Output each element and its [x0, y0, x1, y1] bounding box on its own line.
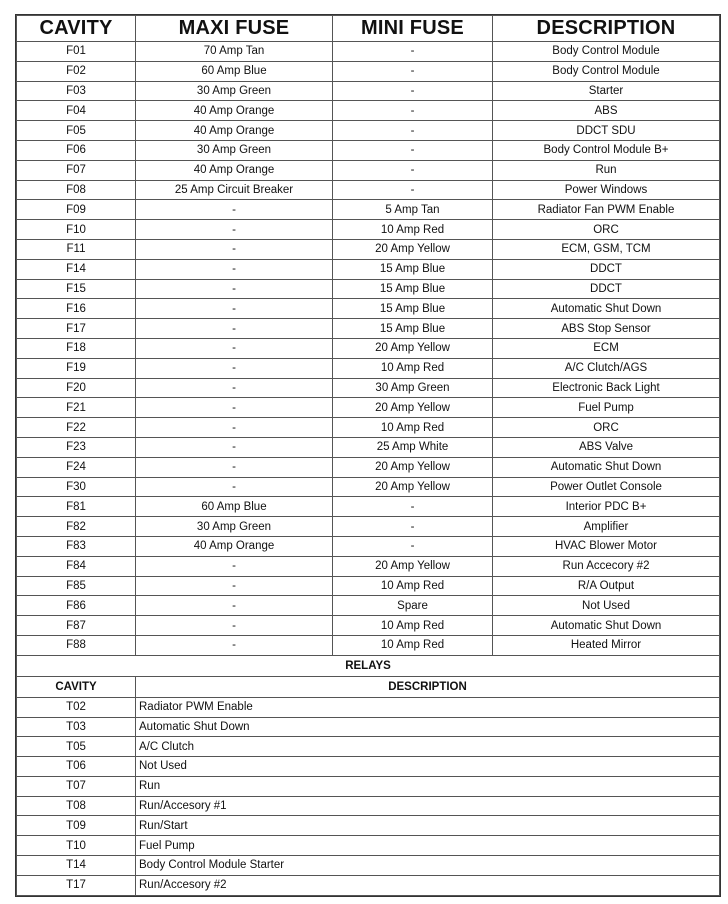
fuse-maxi-cell: -: [136, 418, 333, 438]
fuse-row: [17, 160, 720, 180]
relay-header-cavity: CAVITY: [17, 676, 136, 697]
fuse-cavity-cell: F04: [17, 101, 136, 121]
fuse-cavity-cell: F22: [17, 418, 136, 438]
fuse-mini-cell: -: [333, 517, 493, 537]
fuse-row: [17, 437, 720, 457]
fuse-mini-cell: 20 Amp Yellow: [333, 398, 493, 418]
header-cavity: CAVITY: [17, 16, 136, 42]
fuse-mini-cell: 15 Amp Blue: [333, 299, 493, 319]
fuse-description-cell: Starter: [493, 81, 720, 101]
fuse-row: [17, 121, 720, 141]
fuse-maxi-cell: 30 Amp Green: [136, 517, 333, 537]
fuse-mini-cell: 20 Amp Yellow: [333, 338, 493, 358]
relay-description-cell: A/C Clutch: [136, 737, 720, 757]
relay-cavity-cell: T08: [17, 796, 136, 816]
relay-description-cell: Run: [136, 776, 720, 796]
relay-cavity-cell: T14: [17, 856, 136, 876]
fuse-cavity-cell: F10: [17, 220, 136, 240]
fuse-cavity-cell: F81: [17, 497, 136, 517]
relay-description-cell: Run/Accesory #2: [136, 875, 720, 895]
fuse-maxi-cell: 40 Amp Orange: [136, 121, 333, 141]
relay-description-cell: Automatic Shut Down: [136, 717, 720, 737]
relays-title-row: [17, 655, 720, 676]
fuse-mini-cell: 20 Amp Yellow: [333, 457, 493, 477]
fuse-mini-cell: 10 Amp Red: [333, 576, 493, 596]
fuse-cavity-cell: F06: [17, 140, 136, 160]
fuse-row: [17, 101, 720, 121]
fuse-cavity-cell: F19: [17, 358, 136, 378]
fuse-maxi-cell: 60 Amp Blue: [136, 61, 333, 81]
fuse-mini-cell: 10 Amp Red: [333, 418, 493, 438]
fuse-mini-cell: 15 Amp Blue: [333, 259, 493, 279]
fuse-maxi-cell: -: [136, 398, 333, 418]
fuse-maxi-cell: 60 Amp Blue: [136, 497, 333, 517]
fuse-maxi-cell: 70 Amp Tan: [136, 42, 333, 62]
fuse-mini-cell: 10 Amp Red: [333, 358, 493, 378]
fuse-maxi-cell: -: [136, 576, 333, 596]
relay-cavity-cell: T07: [17, 776, 136, 796]
relay-row: [17, 796, 720, 816]
fuse-row: [17, 536, 720, 556]
fuse-mini-cell: -: [333, 536, 493, 556]
fuse-description-cell: Automatic Shut Down: [493, 616, 720, 636]
fuse-mini-cell: -: [333, 42, 493, 62]
fuse-cavity-cell: F21: [17, 398, 136, 418]
fuse-row: [17, 378, 720, 398]
fuse-cavity-cell: F16: [17, 299, 136, 319]
fuse-description-cell: DDCT: [493, 259, 720, 279]
fuse-mini-cell: -: [333, 160, 493, 180]
fuse-maxi-cell: -: [136, 319, 333, 339]
fuse-mini-cell: -: [333, 140, 493, 160]
fuse-maxi-cell: -: [136, 338, 333, 358]
fuse-row: [17, 220, 720, 240]
fuse-maxi-cell: -: [136, 220, 333, 240]
fuse-mini-cell: 20 Amp Yellow: [333, 477, 493, 497]
fuse-cavity-cell: F84: [17, 556, 136, 576]
fuse-description-cell: Fuel Pump: [493, 398, 720, 418]
fuse-description-cell: Body Control Module: [493, 61, 720, 81]
fuse-maxi-cell: -: [136, 279, 333, 299]
fuse-cavity-cell: F85: [17, 576, 136, 596]
fuse-description-cell: Power Outlet Console: [493, 477, 720, 497]
fuse-cavity-cell: F17: [17, 319, 136, 339]
fuse-row: [17, 477, 720, 497]
relay-cavity-cell: T17: [17, 875, 136, 895]
fuse-row: [17, 338, 720, 358]
fuse-description-cell: Run: [493, 160, 720, 180]
fuse-rows: [17, 42, 720, 656]
fuse-description-cell: Power Windows: [493, 180, 720, 200]
fuse-description-cell: Automatic Shut Down: [493, 457, 720, 477]
fuse-description-cell: Automatic Shut Down: [493, 299, 720, 319]
fuse-maxi-cell: 30 Amp Green: [136, 140, 333, 160]
relays-title: RELAYS: [17, 655, 720, 676]
fuse-mini-cell: -: [333, 497, 493, 517]
fuse-cavity-cell: F01: [17, 42, 136, 62]
fuse-description-cell: ABS: [493, 101, 720, 121]
fuse-maxi-cell: -: [136, 239, 333, 259]
relay-description-cell: Radiator PWM Enable: [136, 697, 720, 717]
relay-cavity-cell: T05: [17, 737, 136, 757]
fuse-cavity-cell: F20: [17, 378, 136, 398]
fuse-description-cell: ECM: [493, 338, 720, 358]
fuse-row: [17, 457, 720, 477]
fuse-row: [17, 299, 720, 319]
fuse-mini-cell: 20 Amp Yellow: [333, 239, 493, 259]
fuse-maxi-cell: -: [136, 358, 333, 378]
relay-row: [17, 856, 720, 876]
header-description: DESCRIPTION: [493, 16, 720, 42]
fuse-cavity-cell: F30: [17, 477, 136, 497]
fuse-row: [17, 576, 720, 596]
fuse-row: [17, 319, 720, 339]
header-mini-fuse: MINI FUSE: [333, 16, 493, 42]
fuse-header-row: [17, 16, 720, 42]
fuse-row: [17, 239, 720, 259]
fuse-description-cell: ECM, GSM, TCM: [493, 239, 720, 259]
fuse-row: [17, 140, 720, 160]
fuse-row: [17, 398, 720, 418]
fuse-cavity-cell: F24: [17, 457, 136, 477]
fuse-mini-cell: 10 Amp Red: [333, 220, 493, 240]
fuse-row: [17, 81, 720, 101]
fuse-mini-cell: 25 Amp White: [333, 437, 493, 457]
fuse-mini-cell: 30 Amp Green: [333, 378, 493, 398]
relay-cavity-cell: T06: [17, 757, 136, 777]
relay-description-cell: Run/Start: [136, 816, 720, 836]
fuse-maxi-cell: -: [136, 596, 333, 616]
fuse-row: [17, 61, 720, 81]
fuse-mini-cell: -: [333, 81, 493, 101]
fuse-maxi-cell: -: [136, 616, 333, 636]
relay-description-cell: Body Control Module Starter: [136, 856, 720, 876]
fuse-maxi-cell: 30 Amp Green: [136, 81, 333, 101]
fuse-mini-cell: Spare: [333, 596, 493, 616]
fuse-maxi-cell: 40 Amp Orange: [136, 160, 333, 180]
fuse-maxi-cell: -: [136, 635, 333, 655]
fuse-maxi-cell: 40 Amp Orange: [136, 536, 333, 556]
fuse-cavity-cell: F11: [17, 239, 136, 259]
fuse-maxi-cell: -: [136, 556, 333, 576]
fuse-mini-cell: -: [333, 101, 493, 121]
fuse-cavity-cell: F15: [17, 279, 136, 299]
fuse-description-cell: Heated Mirror: [493, 635, 720, 655]
fuse-maxi-cell: -: [136, 259, 333, 279]
relay-row: [17, 697, 720, 717]
fuse-row: [17, 42, 720, 62]
relay-description-cell: Not Used: [136, 757, 720, 777]
fuse-description-cell: Radiator Fan PWM Enable: [493, 200, 720, 220]
fuse-description-cell: ABS Valve: [493, 437, 720, 457]
fuse-description-cell: Not Used: [493, 596, 720, 616]
relay-header-description: DESCRIPTION: [136, 676, 720, 697]
fuse-description-cell: Run Accecory #2: [493, 556, 720, 576]
fuse-description-cell: ABS Stop Sensor: [493, 319, 720, 339]
fuse-maxi-cell: -: [136, 378, 333, 398]
fuse-cavity-cell: F23: [17, 437, 136, 457]
fuse-cavity-cell: F09: [17, 200, 136, 220]
fuse-description-cell: DDCT: [493, 279, 720, 299]
fuse-row: [17, 180, 720, 200]
fuse-maxi-cell: 40 Amp Orange: [136, 101, 333, 121]
fuse-description-cell: A/C Clutch/AGS: [493, 358, 720, 378]
fuse-description-cell: ORC: [493, 220, 720, 240]
relay-cavity-cell: T02: [17, 697, 136, 717]
fuse-description-cell: HVAC Blower Motor: [493, 536, 720, 556]
relay-cavity-cell: T09: [17, 816, 136, 836]
fuse-cavity-cell: F82: [17, 517, 136, 537]
fuse-mini-cell: 5 Amp Tan: [333, 200, 493, 220]
fuse-cavity-cell: F14: [17, 259, 136, 279]
fuse-cavity-cell: F07: [17, 160, 136, 180]
fuse-cavity-cell: F05: [17, 121, 136, 141]
fuse-description-cell: Electronic Back Light: [493, 378, 720, 398]
fuse-maxi-cell: -: [136, 477, 333, 497]
relay-header-row: [17, 676, 720, 697]
relay-section: [17, 655, 720, 895]
fuse-description-cell: Interior PDC B+: [493, 497, 720, 517]
relay-row: [17, 875, 720, 895]
relay-row: [17, 717, 720, 737]
fuse-mini-cell: -: [333, 61, 493, 81]
fuse-cavity-cell: F87: [17, 616, 136, 636]
fuse-row: [17, 259, 720, 279]
fuse-row: [17, 596, 720, 616]
fuse-description-cell: R/A Output: [493, 576, 720, 596]
fuse-mini-cell: 20 Amp Yellow: [333, 556, 493, 576]
fuse-chart: [15, 14, 721, 897]
fuse-maxi-cell: -: [136, 200, 333, 220]
fuse-row: [17, 358, 720, 378]
fuse-row: [17, 497, 720, 517]
fuse-mini-cell: -: [333, 121, 493, 141]
relay-description-cell: Fuel Pump: [136, 836, 720, 856]
fuse-description-cell: Body Control Module B+: [493, 140, 720, 160]
fuse-row: [17, 616, 720, 636]
fuse-maxi-cell: -: [136, 457, 333, 477]
relay-row: [17, 776, 720, 796]
fuse-row: [17, 418, 720, 438]
relay-row: [17, 836, 720, 856]
fuse-mini-cell: 15 Amp Blue: [333, 319, 493, 339]
fuse-maxi-cell: -: [136, 437, 333, 457]
fuse-maxi-cell: 25 Amp Circuit Breaker: [136, 180, 333, 200]
fuse-mini-cell: -: [333, 180, 493, 200]
fuse-table: [16, 15, 720, 896]
fuse-description-cell: DDCT SDU: [493, 121, 720, 141]
fuse-mini-cell: 10 Amp Red: [333, 616, 493, 636]
fuse-row: [17, 556, 720, 576]
relay-description-cell: Run/Accesory #1: [136, 796, 720, 816]
relay-row: [17, 737, 720, 757]
fuse-description-cell: ORC: [493, 418, 720, 438]
fuse-description-cell: Amplifier: [493, 517, 720, 537]
fuse-cavity-cell: F03: [17, 81, 136, 101]
fuse-mini-cell: 15 Amp Blue: [333, 279, 493, 299]
fuse-cavity-cell: F88: [17, 635, 136, 655]
fuse-cavity-cell: F86: [17, 596, 136, 616]
relay-cavity-cell: T03: [17, 717, 136, 737]
relay-row: [17, 757, 720, 777]
fuse-row: [17, 635, 720, 655]
fuse-cavity-cell: F83: [17, 536, 136, 556]
relay-row: [17, 816, 720, 836]
fuse-maxi-cell: -: [136, 299, 333, 319]
relay-cavity-cell: T10: [17, 836, 136, 856]
fuse-row: [17, 200, 720, 220]
fuse-description-cell: Body Control Module: [493, 42, 720, 62]
fuse-cavity-cell: F18: [17, 338, 136, 358]
fuse-mini-cell: 10 Amp Red: [333, 635, 493, 655]
fuse-cavity-cell: F08: [17, 180, 136, 200]
header-maxi-fuse: MAXI FUSE: [136, 16, 333, 42]
fuse-row: [17, 279, 720, 299]
fuse-cavity-cell: F02: [17, 61, 136, 81]
fuse-row: [17, 517, 720, 537]
